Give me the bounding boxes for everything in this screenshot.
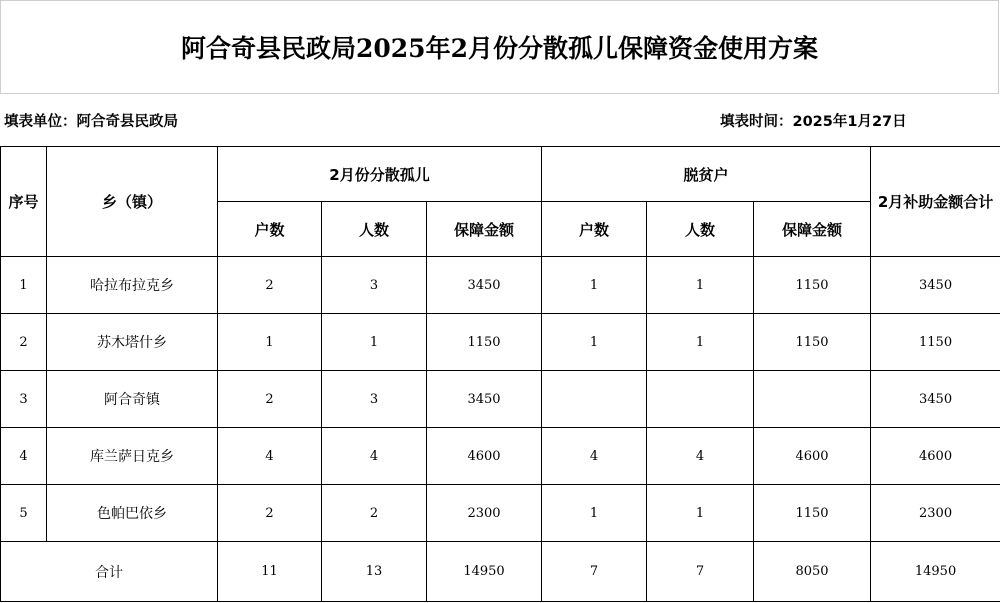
row-poverty-amount bbox=[754, 371, 871, 428]
row-total: 2300 bbox=[871, 485, 1000, 542]
filing-unit: 填表单位：阿合奇县民政局 bbox=[4, 114, 178, 130]
row-total: 3450 bbox=[871, 257, 1000, 314]
row-township: 苏木塔什乡 bbox=[47, 314, 218, 371]
row-poverty-people: 1 bbox=[647, 314, 754, 371]
row-poverty-people: 1 bbox=[647, 485, 754, 542]
row-poverty-households: 1 bbox=[542, 485, 647, 542]
header-group-poverty: 脱贫户 bbox=[542, 147, 871, 202]
row-orphan-people: 1 bbox=[322, 314, 427, 371]
total-poverty-amount: 8050 bbox=[754, 542, 871, 602]
row-seq: 3 bbox=[1, 371, 47, 428]
row-seq: 4 bbox=[1, 428, 47, 485]
row-orphan-amount: 3450 bbox=[427, 371, 542, 428]
header-orphan-amount: 保障金额 bbox=[427, 202, 542, 257]
table-row bbox=[1, 314, 1000, 371]
total-orphan-amount: 14950 bbox=[427, 542, 542, 602]
row-orphan-amount: 3450 bbox=[427, 257, 542, 314]
row-poverty-amount: 1150 bbox=[754, 314, 871, 371]
header-total-subsidy-text: 2月补助金额合计 bbox=[877, 192, 994, 211]
row-township: 色帕巴依乡 bbox=[47, 485, 218, 542]
row-poverty-people: 4 bbox=[647, 428, 754, 485]
row-orphan-amount: 4600 bbox=[427, 428, 542, 485]
row-township: 哈拉布拉克乡 bbox=[47, 257, 218, 314]
row-poverty-households: 4 bbox=[542, 428, 647, 485]
row-orphan-people: 4 bbox=[322, 428, 427, 485]
header-township: 乡（镇） bbox=[47, 147, 218, 257]
row-total: 4600 bbox=[871, 428, 1000, 485]
total-orphan-households: 11 bbox=[218, 542, 322, 602]
row-poverty-people: 1 bbox=[647, 257, 754, 314]
row-orphan-people: 3 bbox=[322, 257, 427, 314]
row-orphan-people: 2 bbox=[322, 485, 427, 542]
row-orphan-households: 2 bbox=[218, 257, 322, 314]
row-total: 1150 bbox=[871, 314, 1000, 371]
row-orphan-households: 4 bbox=[218, 428, 322, 485]
total-subsidy: 14950 bbox=[871, 542, 1000, 602]
row-orphan-amount: 2300 bbox=[427, 485, 542, 542]
total-poverty-households: 7 bbox=[542, 542, 647, 602]
header-orphan-households: 户数 bbox=[218, 202, 322, 257]
row-seq: 2 bbox=[1, 314, 47, 371]
row-poverty-amount: 1150 bbox=[754, 485, 871, 542]
row-poverty-households: 1 bbox=[542, 257, 647, 314]
document-title: 阿合奇县民政局2025年2月份分散孤儿保障资金使用方案 bbox=[181, 34, 818, 63]
row-orphan-amount: 1150 bbox=[427, 314, 542, 371]
row-poverty-households bbox=[542, 371, 647, 428]
title-box bbox=[0, 0, 999, 93]
header-orphan-people: 人数 bbox=[322, 202, 427, 257]
table-row bbox=[1, 257, 1000, 314]
row-orphan-households: 2 bbox=[218, 485, 322, 542]
header-poverty-amount: 保障金额 bbox=[754, 202, 871, 257]
row-township: 阿合奇镇 bbox=[47, 371, 218, 428]
header-total-subsidy bbox=[871, 147, 1000, 257]
total-orphan-people: 13 bbox=[322, 542, 427, 602]
header-seq: 序号 bbox=[1, 147, 47, 257]
total-label: 合计 bbox=[1, 542, 218, 602]
row-poverty-households: 1 bbox=[542, 314, 647, 371]
row-poverty-amount: 1150 bbox=[754, 257, 871, 314]
row-poverty-amount: 4600 bbox=[754, 428, 871, 485]
header-poverty-households: 户数 bbox=[542, 202, 647, 257]
header-group-orphans: 2月份分散孤儿 bbox=[218, 147, 542, 202]
total-poverty-people: 7 bbox=[647, 542, 754, 602]
header-row-1 bbox=[1, 147, 1000, 202]
table-row bbox=[1, 485, 1000, 542]
row-orphan-people: 3 bbox=[322, 371, 427, 428]
row-total: 3450 bbox=[871, 371, 1000, 428]
header-poverty-people: 人数 bbox=[647, 202, 754, 257]
table-row bbox=[1, 428, 1000, 485]
row-seq: 5 bbox=[1, 485, 47, 542]
row-township: 库兰萨日克乡 bbox=[47, 428, 218, 485]
row-seq: 1 bbox=[1, 257, 47, 314]
title-divider bbox=[0, 93, 999, 94]
fund-table bbox=[0, 146, 1000, 602]
row-orphan-households: 1 bbox=[218, 314, 322, 371]
total-row bbox=[1, 542, 1000, 602]
row-orphan-households: 2 bbox=[218, 371, 322, 428]
row-poverty-people bbox=[647, 371, 754, 428]
table-row bbox=[1, 371, 1000, 428]
filing-time: 填表时间：2025年1月27日 bbox=[720, 114, 907, 130]
